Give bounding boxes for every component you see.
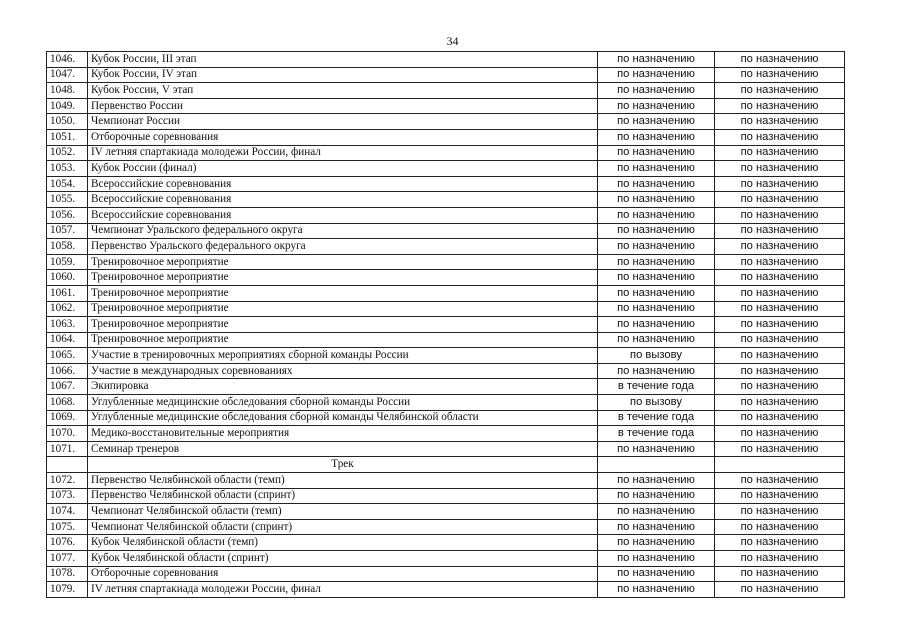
row-number: 1053. (47, 161, 88, 177)
row-number: 1058. (47, 239, 88, 255)
table-row (47, 223, 845, 239)
event-name: Тренировочное мероприятие (88, 270, 598, 286)
event-term-2: по назначению (715, 145, 845, 161)
event-term-1: по назначению (598, 114, 715, 130)
event-name: Углубленные медицинские обследования сборной команды России (88, 395, 598, 411)
table-row (47, 161, 845, 177)
row-number: 1064. (47, 332, 88, 348)
row-number: 1059. (47, 254, 88, 270)
event-name: Первенство Уральского федерального округа (88, 239, 598, 255)
event-term-2: по назначению (715, 441, 845, 457)
table-row (47, 114, 845, 130)
event-term-2: по назначению (715, 114, 845, 130)
event-name: Чемпионат Уральского федерального округа (88, 223, 598, 239)
event-name: Тренировочное мероприятие (88, 285, 598, 301)
event-name: Первенство Челябинской области (спринт) (88, 488, 598, 504)
event-term-1: по назначению (598, 582, 715, 598)
table-row (47, 129, 845, 145)
event-term-1: по назначению (598, 535, 715, 551)
table-row (47, 145, 845, 161)
page-number: 34 (446, 34, 459, 48)
event-name: Кубок России, IV этап (88, 67, 598, 83)
table-row (47, 519, 845, 535)
row-number: 1079. (47, 582, 88, 598)
event-term-1: по назначению (598, 488, 715, 504)
table-row (47, 83, 845, 99)
table-row (47, 488, 845, 504)
table-row (47, 285, 845, 301)
table-row (47, 301, 845, 317)
event-term-2: по назначению (715, 332, 845, 348)
event-name: Углубленные медицинские обследования сборной команды Челябинской области (88, 410, 598, 426)
event-term-1: по назначению (598, 332, 715, 348)
event-term-2: по назначению (715, 519, 845, 535)
event-name: Участие в международных соревнованиях (88, 363, 598, 379)
event-name: IV летняя спартакиада молодежи России, финал (88, 582, 598, 598)
event-term-2: по назначению (715, 488, 845, 504)
table-row (47, 239, 845, 255)
event-term-2: по назначению (715, 395, 845, 411)
event-term-1: по назначению (598, 207, 715, 223)
table-row (47, 207, 845, 223)
event-name: Экипировка (88, 379, 598, 395)
event-term-1: по назначению (598, 473, 715, 489)
table-row (47, 535, 845, 551)
event-term-1: по назначению (598, 239, 715, 255)
event-term-2: по назначению (715, 129, 845, 145)
event-name: Всероссийские соревнования (88, 176, 598, 192)
event-term-2: по назначению (715, 582, 845, 598)
row-number: 1057. (47, 223, 88, 239)
events-table-body (47, 52, 845, 598)
event-name: Чемпионат Челябинской области (темп) (88, 504, 598, 520)
event-name: Кубок Челябинской области (темп) (88, 535, 598, 551)
table-row (47, 254, 845, 270)
row-number: 1061. (47, 285, 88, 301)
event-term-1: по назначению (598, 551, 715, 567)
event-name: Первенство Челябинской области (темп) (88, 473, 598, 489)
section-row (47, 457, 845, 473)
table-row (47, 317, 845, 333)
section-empty-cell (715, 457, 845, 473)
event-term-2: по назначению (715, 223, 845, 239)
event-term-1: по назначению (598, 285, 715, 301)
event-term-2: по назначению (715, 317, 845, 333)
event-term-1: по назначению (598, 363, 715, 379)
section-empty-cell (47, 457, 88, 473)
row-number: 1069. (47, 410, 88, 426)
event-name: Чемпионат Челябинской области (спринт) (88, 519, 598, 535)
event-term-2: по назначению (715, 551, 845, 567)
table-row (47, 566, 845, 582)
event-term-1: по назначению (598, 317, 715, 333)
event-term-2: по назначению (715, 426, 845, 442)
table-row (47, 363, 845, 379)
event-term-1: по назначению (598, 83, 715, 99)
event-name: Кубок Челябинской области (спринт) (88, 551, 598, 567)
event-term-1: в течение года (598, 426, 715, 442)
row-number: 1052. (47, 145, 88, 161)
event-name: Участие в тренировочных мероприятиях сборной команды России (88, 348, 598, 364)
event-term-1: по назначению (598, 223, 715, 239)
row-number: 1055. (47, 192, 88, 208)
event-term-2: по назначению (715, 176, 845, 192)
event-name: Всероссийские соревнования (88, 192, 598, 208)
row-number: 1054. (47, 176, 88, 192)
table-row (47, 176, 845, 192)
event-term-1: по назначению (598, 192, 715, 208)
row-number: 1071. (47, 441, 88, 457)
table-row (47, 52, 845, 68)
row-number: 1063. (47, 317, 88, 333)
row-number: 1074. (47, 504, 88, 520)
event-term-1: по назначению (598, 504, 715, 520)
event-name: Кубок России, III этап (88, 52, 598, 68)
row-number: 1046. (47, 52, 88, 68)
event-term-1: по назначению (598, 519, 715, 535)
table-row (47, 67, 845, 83)
event-name: Медико-восстановительные мероприятия (88, 426, 598, 442)
row-number: 1050. (47, 114, 88, 130)
event-name: Тренировочное мероприятие (88, 301, 598, 317)
event-term-1: по назначению (598, 270, 715, 286)
event-term-1: по вызову (598, 348, 715, 364)
event-name: Кубок России (финал) (88, 161, 598, 177)
event-name: Чемпионат России (88, 114, 598, 130)
event-term-2: по назначению (715, 52, 845, 68)
row-number: 1066. (47, 363, 88, 379)
event-term-1: по назначению (598, 98, 715, 114)
event-term-2: по назначению (715, 161, 845, 177)
event-term-2: по назначению (715, 379, 845, 395)
row-number: 1077. (47, 551, 88, 567)
event-term-2: по назначению (715, 192, 845, 208)
table-row (47, 426, 845, 442)
event-term-2: по назначению (715, 535, 845, 551)
event-term-2: по назначению (715, 301, 845, 317)
event-term-2: по назначению (715, 363, 845, 379)
section-title: Трек (88, 457, 598, 473)
row-number: 1060. (47, 270, 88, 286)
row-number: 1065. (47, 348, 88, 364)
event-term-2: по назначению (715, 504, 845, 520)
event-term-2: по назначению (715, 239, 845, 255)
event-term-2: по назначению (715, 473, 845, 489)
table-row (47, 551, 845, 567)
table-row (47, 441, 845, 457)
table-row (47, 504, 845, 520)
event-term-1: по назначению (598, 67, 715, 83)
table-row (47, 332, 845, 348)
event-term-1: по назначению (598, 566, 715, 582)
row-number: 1068. (47, 395, 88, 411)
event-term-2: по назначению (715, 83, 845, 99)
event-term-1: в течение года (598, 379, 715, 395)
event-term-1: по вызову (598, 395, 715, 411)
table-row (47, 98, 845, 114)
row-number: 1067. (47, 379, 88, 395)
table-row (47, 473, 845, 489)
event-name: Всероссийские соревнования (88, 207, 598, 223)
event-term-2: по назначению (715, 254, 845, 270)
event-term-2: по назначению (715, 67, 845, 83)
event-name: Тренировочное мероприятие (88, 332, 598, 348)
table-row (47, 410, 845, 426)
table-row (47, 192, 845, 208)
event-term-2: по назначению (715, 410, 845, 426)
row-number: 1056. (47, 207, 88, 223)
event-term-2: по назначению (715, 98, 845, 114)
table-row (47, 348, 845, 364)
row-number: 1075. (47, 519, 88, 535)
events-table (46, 51, 845, 598)
event-term-1: по назначению (598, 441, 715, 457)
event-term-2: по назначению (715, 285, 845, 301)
event-term-1: по назначению (598, 145, 715, 161)
event-term-2: по назначению (715, 207, 845, 223)
event-name: Тренировочное мероприятие (88, 254, 598, 270)
event-term-1: по назначению (598, 129, 715, 145)
row-number: 1048. (47, 83, 88, 99)
event-term-1: по назначению (598, 161, 715, 177)
row-number: 1078. (47, 566, 88, 582)
table-row (47, 582, 845, 598)
table-row (47, 395, 845, 411)
event-name: Тренировочное мероприятие (88, 317, 598, 333)
event-name: Кубок России, V этап (88, 83, 598, 99)
row-number: 1049. (47, 98, 88, 114)
event-name: Отборочные соревнования (88, 129, 598, 145)
event-term-2: по назначению (715, 348, 845, 364)
event-term-1: по назначению (598, 301, 715, 317)
table-row (47, 379, 845, 395)
section-empty-cell (598, 457, 715, 473)
row-number: 1070. (47, 426, 88, 442)
row-number: 1072. (47, 473, 88, 489)
row-number: 1062. (47, 301, 88, 317)
event-term-1: по назначению (598, 176, 715, 192)
event-term-2: по назначению (715, 270, 845, 286)
event-name: Отборочные соревнования (88, 566, 598, 582)
event-name: Первенство России (88, 98, 598, 114)
event-term-1: по назначению (598, 52, 715, 68)
event-name: Семинар тренеров (88, 441, 598, 457)
table-row (47, 270, 845, 286)
event-name: IV летняя спартакиада молодежи России, финал (88, 145, 598, 161)
event-term-1: в течение года (598, 410, 715, 426)
row-number: 1047. (47, 67, 88, 83)
row-number: 1076. (47, 535, 88, 551)
event-term-2: по назначению (715, 566, 845, 582)
event-term-1: по назначению (598, 254, 715, 270)
row-number: 1051. (47, 129, 88, 145)
row-number: 1073. (47, 488, 88, 504)
